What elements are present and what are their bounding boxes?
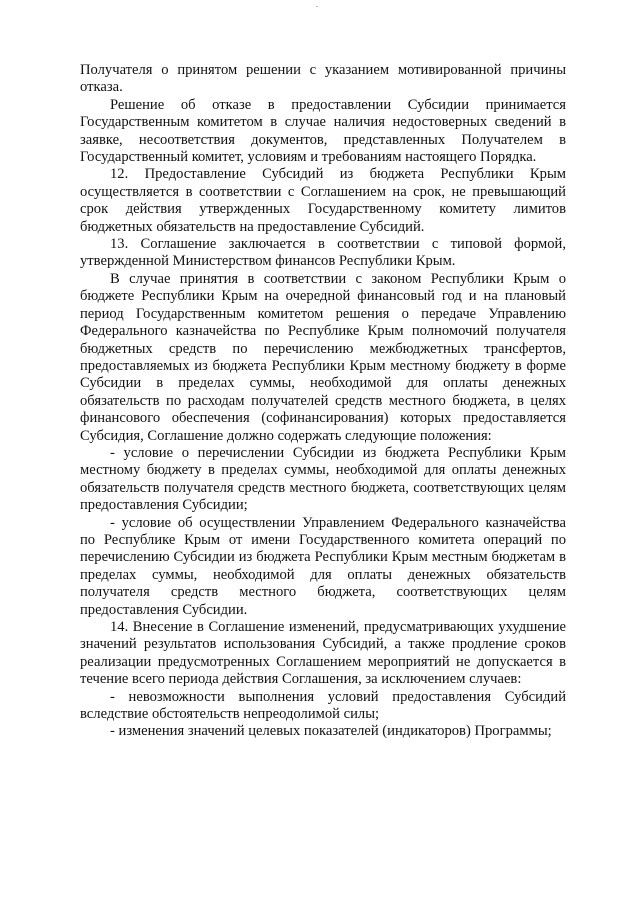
paragraph-item-13: 13. Соглашение заключается в соответствии с типовой формой, утвержденной Министерством финансов Республики Крым. [80,236,566,270]
paragraph-refusal-notice: Получателя о принятом решении с указанием мотивированной причины отказа. [80,62,566,96]
scan-mark [316,6,318,7]
paragraph-item-12: 12. Предоставление Субсидий из бюджета Республики Крым осуществляется в соответствии с Соглашением на срок, не превышающий срок действия утвержденных Государственному комитету лимитов бюджетных обязательств на предоставление Субсидий. [80,166,566,235]
paragraph-refusal-decision: Решение об отказе в предоставлении Субсидии принимается Государственным комитетом в случае наличия недостоверных сведений в заявке, несоответствия документов, представленных Получателем в Государственный комитет, условиям и требованиям настоящего Порядка. [80,96,566,166]
list-item-force-majeure: - невозможности выполнения условий предоставления Субсидий вследствие обстоятельств непреодолимой силы; [80,688,566,723]
paragraph-item-14: 14. Внесение в Соглашение изменений, предусматривающих ухудшение значений результатов использования Субсидий, а также продление сроков реализации предусмотренных Соглашением мероприятий не допускается в течение всего периода действия Соглашения, за исключением случаев: [80,619,566,688]
paragraph-budget-law-case: В случае принятия в соответствии с законом Республики Крым о бюджете Республики Крым на очередной финансовый год и на плановый период Государственным комитетом решения о передаче Управлению Федерального казначейства по Республике Крым полномочий получателя бюджетных средств по перечислению межбюджетных трансфертов, предоставляемых из бюджета Республики Крым местному бюджету в форме Субсидии в пределах суммы, необходимой для оплаты денежных обязательств по расходам получателей средств местного бюджета, в целях финансового обеспечения (софинансирования) которых предоставляется Субсидия, Соглашение должно содержать следующие положения: [80,270,566,444]
list-item-transfer-condition: - условие о перечислении Субсидии из бюджета Республики Крым местному бюджету в пределах суммы, необходимой для оплаты денежных обязательств получателя средств местного бюджета, соответствующих целям предоставления Субсидии; [80,444,566,514]
list-item-treasury-condition: - условие об осуществлении Управлением Федерального казначейства по Республике Крым от имени Государственного комитета операций по перечислению Субсидии из бюджета Республики Крым местным бюджетам в пределах суммы, необходимой для оплаты денежных обязательств получателя средств местного бюджета, соответствующих целям предоставления Субсидии. [80,514,566,618]
list-item-indicator-change: - изменения значений целевых показателей (индикаторов) Программы; [110,723,552,740]
document-page [80,62,566,741]
